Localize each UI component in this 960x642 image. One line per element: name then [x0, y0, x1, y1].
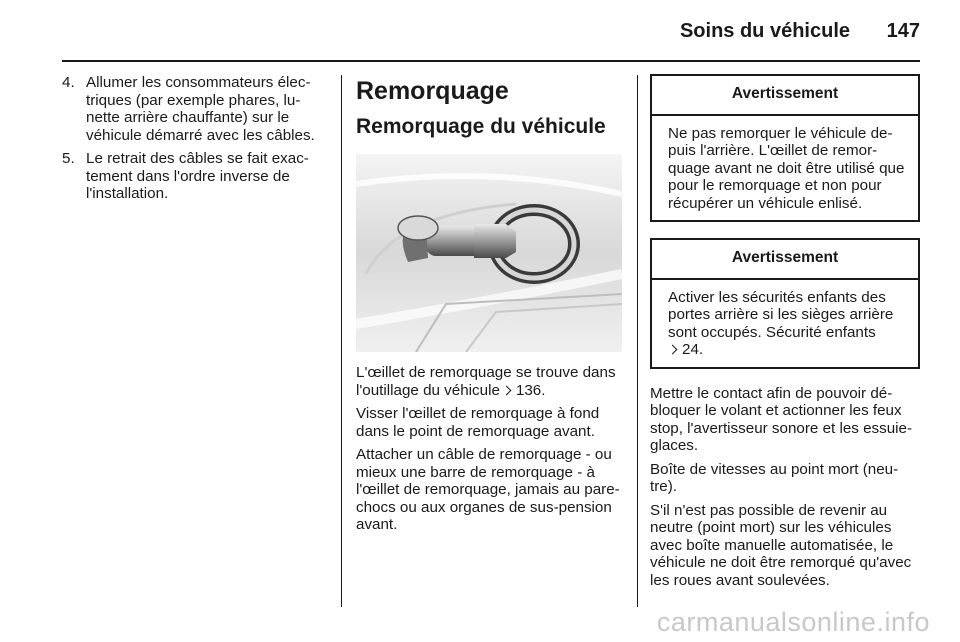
list-item [62, 74, 330, 144]
watermark: carmanualsonline.info [656, 607, 930, 637]
warning-title: Avertissement [652, 76, 918, 116]
warning-box [650, 238, 920, 369]
step-text: Allumer les consommateurs élec-triques (par exemple phares, lu-nette arrière chauffante) sur le véhicule démarré avec les câbles. [86, 74, 315, 144]
page-header-title: Soins du véhicule [679, 20, 850, 42]
column-right [650, 74, 920, 595]
warning-text [652, 280, 918, 367]
paragraph: Visser l'œillet de remorquage à fond dans le point de remorquage avant. [356, 405, 600, 440]
cross-reference-arrow-icon [668, 345, 678, 355]
towing-eye-illustration [356, 154, 622, 352]
paragraph: Mettre le contact afin de pouvoir dé-bloquer le volant et actionner les feux stop, l'avertisseur sonore et les essuie-glaces. [650, 384, 913, 454]
towing-eye-photo [356, 154, 622, 352]
paragraph: S'il n'est pas possible de revenir au neutre (point mort) sur les véhicules avec boîte manuelle automatisée, le véhicule ne doit être remorqué qu'avec les roues avant soulevées. [650, 501, 912, 589]
page-reference: 136. [515, 381, 546, 399]
warning-title: Avertissement [652, 240, 918, 280]
section-heading: Remorquage [356, 77, 509, 105]
cross-reference-arrow-icon [502, 386, 512, 396]
warning-text-body: Activer les sécurités enfants des portes arrière si les sièges arrière sont occupés. Sécurité enfants [668, 288, 894, 341]
paragraph: Attacher un câble de remorquage - ou mieux une barre de remorquage - à l'œillet de remorquage, jamais au pare-chocs ou aux organes de sus-pension avant. [356, 446, 620, 533]
paragraph [356, 364, 624, 399]
column-middle [356, 74, 624, 540]
column-divider-2 [637, 75, 638, 607]
section-subheading: Remorquage du véhicule [356, 115, 606, 138]
warning-box [650, 74, 920, 222]
column-divider-1 [341, 75, 342, 607]
paragraph: Boîte de vitesses au point mort (neu-tre). [650, 460, 899, 495]
warning-text: Ne pas remorquer le véhicule de-puis l'arrière. L'œillet de remor-quage avant ne doit être utilisé que pour le remorquage et non pour récupérer un véhicule enlisé. [668, 124, 905, 212]
header-divider [62, 60, 920, 62]
page-reference: 24. [682, 341, 704, 358]
paragraph-text: L'œillet de remorquage se trouve dans l'outillage du véhicule [356, 364, 616, 399]
step-number: 5. [62, 150, 75, 167]
column-left [62, 74, 330, 209]
page-number: 147 [886, 20, 920, 42]
step-text: Le retrait des câbles se fait exac-tement dans l'ordre inverse de l'installation. [86, 150, 309, 202]
step-number: 4. [62, 74, 75, 91]
list-item [62, 150, 330, 203]
